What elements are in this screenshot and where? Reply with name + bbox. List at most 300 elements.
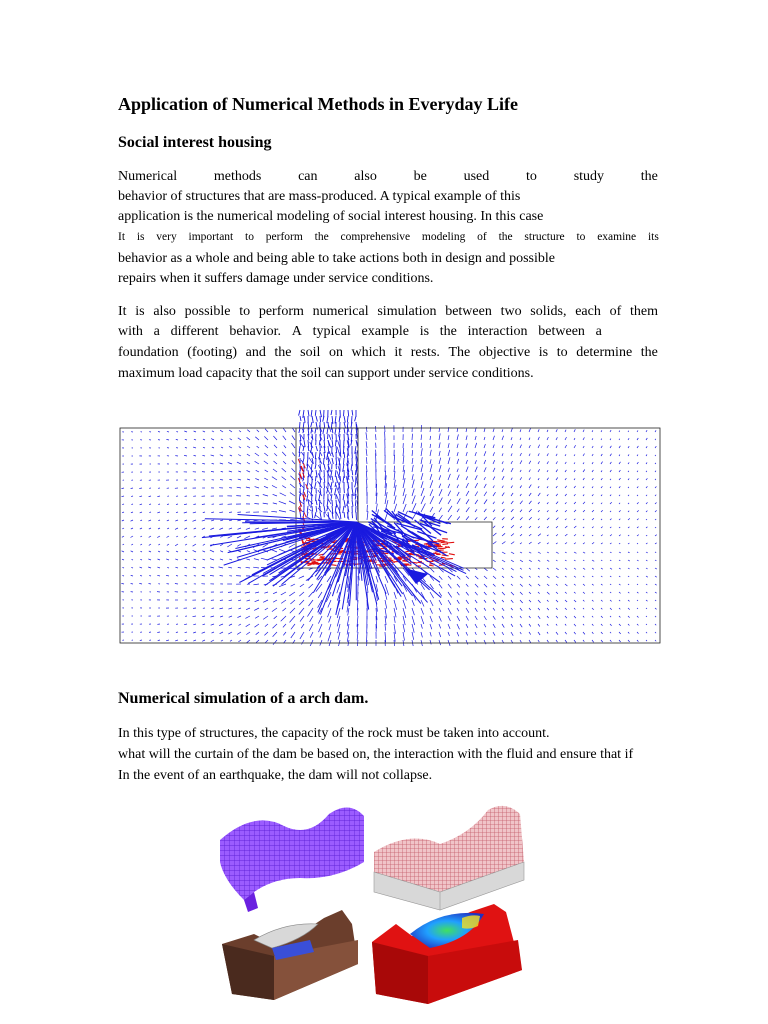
word: is xyxy=(136,231,145,243)
vector-arrow xyxy=(290,608,295,613)
vector-arrow xyxy=(280,493,286,496)
vector-arrow xyxy=(466,460,468,464)
vector-arrow xyxy=(493,542,496,545)
vector-arrow xyxy=(175,640,178,641)
vector-arrow xyxy=(646,568,648,569)
vector-arrow xyxy=(610,487,611,488)
vector-arrow xyxy=(394,616,395,623)
vector-arrow xyxy=(316,446,318,451)
vector-arrow xyxy=(529,534,531,536)
vector-arrow xyxy=(430,624,432,629)
vector-arrow xyxy=(439,608,441,612)
vector-arrow xyxy=(229,616,232,617)
vector-arrow xyxy=(221,447,223,448)
vector-arrow xyxy=(511,486,513,488)
vector-arrow xyxy=(637,519,639,520)
vector-arrow xyxy=(336,476,338,483)
vector-arrow xyxy=(574,632,576,634)
vector-arrow xyxy=(328,632,331,642)
vector-arrow xyxy=(538,429,539,432)
vector-arrow xyxy=(592,542,594,544)
vector-arrow xyxy=(601,535,603,536)
vector-arrow xyxy=(628,503,629,504)
vector-arrow xyxy=(637,640,638,642)
vector-arrow xyxy=(140,559,142,560)
vector-arrow xyxy=(466,467,468,472)
vector-arrow xyxy=(520,526,522,528)
word: numerical xyxy=(312,304,369,319)
vector-arrow xyxy=(484,460,486,464)
vector-arrow xyxy=(289,501,295,504)
vector-arrow xyxy=(574,534,576,536)
paragraph-line: repairs when it suffers damage under service conditions. xyxy=(118,271,434,286)
vector-arrow xyxy=(574,608,575,610)
vector-arrow xyxy=(184,431,187,432)
vector-arrow xyxy=(344,512,345,518)
vector-arrow xyxy=(538,493,540,496)
vector-arrow xyxy=(547,535,549,536)
vector-arrow xyxy=(421,465,423,472)
vector-arrow xyxy=(421,435,422,441)
vector-arrow xyxy=(547,584,549,586)
vector-arrow xyxy=(442,544,448,545)
vector-arrow xyxy=(628,568,630,569)
section-heading-housing: Social interest housing xyxy=(118,134,272,151)
vector-arrow xyxy=(176,432,178,433)
vector-arrow xyxy=(193,520,197,521)
vector-arrow xyxy=(227,544,232,547)
vector-arrow xyxy=(139,583,142,584)
vector-arrow xyxy=(466,516,469,520)
vector-arrow xyxy=(475,467,477,472)
vector-arrow xyxy=(637,438,638,440)
vector-arrow xyxy=(238,471,241,472)
vector-arrow xyxy=(131,488,133,489)
vector-arrow xyxy=(273,592,277,594)
vector-arrow xyxy=(610,576,611,577)
vector-arrow xyxy=(148,559,151,560)
vector-arrow xyxy=(547,624,548,626)
vector-arrow xyxy=(628,624,629,626)
vector-arrow xyxy=(493,452,495,456)
vector-arrow xyxy=(274,616,277,619)
vector-arrow xyxy=(457,452,458,456)
vector-arrow xyxy=(619,462,621,464)
vector-arrow xyxy=(439,640,441,645)
vector-arrow xyxy=(601,608,602,609)
vector-arrow xyxy=(220,520,223,521)
vector-arrow xyxy=(628,446,629,448)
vector-arrow xyxy=(247,551,250,552)
vector-arrow xyxy=(289,544,295,547)
vector-arrow xyxy=(547,453,548,456)
vector-arrow xyxy=(311,410,312,417)
vector-arrow xyxy=(279,501,286,504)
vector-arrow xyxy=(583,552,585,553)
vector-arrow xyxy=(284,445,286,448)
vector-arrow xyxy=(646,616,647,617)
vector-arrow xyxy=(637,487,638,489)
vector-arrow xyxy=(646,560,647,561)
vector-arrow xyxy=(255,453,259,456)
vector-arrow xyxy=(628,560,630,561)
vector-arrow xyxy=(529,592,531,594)
vector-arrow xyxy=(299,410,300,416)
vector-arrow xyxy=(264,486,268,488)
vector-arrow xyxy=(637,560,639,561)
vector-arrow xyxy=(511,444,513,448)
vector-arrow xyxy=(520,534,522,536)
vector-arrow xyxy=(158,559,161,560)
vector-arrow xyxy=(212,463,214,464)
vector-arrow xyxy=(628,592,629,593)
vector-arrow xyxy=(211,624,214,625)
vector-arrow xyxy=(628,576,629,577)
vector-arrow xyxy=(628,527,629,528)
vector-arrow xyxy=(466,436,467,441)
vector-arrow xyxy=(430,616,432,622)
vector-arrow xyxy=(210,550,214,552)
vector-arrow xyxy=(655,446,656,448)
vector-arrow xyxy=(283,461,286,464)
vector-arrow xyxy=(332,434,333,440)
vector-arrow xyxy=(348,482,349,489)
vector-arrow xyxy=(140,504,142,505)
vector-arrow xyxy=(185,640,187,641)
vector-arrow xyxy=(628,608,630,610)
vector-arrow xyxy=(263,503,268,504)
dam-mesh-pink-image xyxy=(370,800,530,916)
vector-arrow xyxy=(366,457,367,464)
vector-arrow xyxy=(355,470,356,475)
vector-arrow xyxy=(619,552,621,553)
word: It xyxy=(118,304,127,319)
paragraph-line xyxy=(118,231,659,243)
word: solids, xyxy=(530,304,567,319)
vector-arrow xyxy=(448,632,450,636)
vector-arrow xyxy=(331,494,332,501)
vector-arrow xyxy=(274,453,277,456)
vector-arrow xyxy=(466,499,469,504)
vector-arrow xyxy=(592,462,593,464)
vector-arrow xyxy=(520,477,522,480)
vector-arrow xyxy=(547,478,549,480)
vector-arrow xyxy=(264,436,268,440)
vector-arrow xyxy=(194,431,196,432)
vector-arrow xyxy=(292,453,295,457)
vector-arrow xyxy=(466,568,470,571)
vector-arrow xyxy=(320,632,322,638)
vector-arrow xyxy=(502,509,504,512)
vector-arrow xyxy=(281,592,286,595)
vector-arrow xyxy=(484,477,486,480)
vector-arrow xyxy=(628,471,629,472)
vector-arrow xyxy=(511,560,514,562)
vector-arrow xyxy=(149,504,151,505)
vector-arrow xyxy=(475,483,478,488)
vector-arrow xyxy=(520,445,522,448)
vector-arrow xyxy=(210,528,214,530)
vector-arrow xyxy=(122,567,124,568)
vector-arrow xyxy=(529,428,531,432)
vector-arrow xyxy=(502,608,504,611)
vector-arrow xyxy=(300,584,304,587)
vector-arrow xyxy=(448,484,450,488)
vector-arrow xyxy=(592,438,593,440)
vector-arrow xyxy=(619,632,621,634)
vector-arrow xyxy=(646,430,647,432)
vector-arrow xyxy=(430,489,433,496)
vector-arrow xyxy=(220,463,223,464)
vector-arrow xyxy=(547,560,549,561)
vector-arrow xyxy=(583,510,585,512)
vector-arrow xyxy=(466,507,469,512)
vector-arrow xyxy=(193,447,196,448)
vector-arrow xyxy=(237,616,241,618)
vector-arrow xyxy=(583,616,584,617)
vector-arrow xyxy=(511,592,514,595)
vector-arrow xyxy=(157,575,160,576)
vector-arrow xyxy=(601,576,602,577)
vector-arrow xyxy=(628,543,629,544)
vector-arrow xyxy=(309,465,313,472)
vector-arrow xyxy=(484,484,486,488)
vector-arrow xyxy=(403,504,406,512)
vector-arrow xyxy=(273,600,277,602)
vector-arrow xyxy=(565,454,566,456)
vector-arrow xyxy=(520,438,521,440)
vector-arrow xyxy=(229,624,232,626)
vector-arrow xyxy=(565,560,567,561)
word: between xyxy=(445,304,492,319)
vector-arrow xyxy=(303,428,304,433)
vector-arrow xyxy=(219,624,223,626)
vector-arrow xyxy=(255,616,259,618)
vector-arrow xyxy=(448,443,449,448)
word: (footing) xyxy=(187,345,238,360)
vector-arrow xyxy=(511,478,512,480)
vector-arrow xyxy=(610,640,611,642)
vector-arrow xyxy=(421,632,422,637)
vector-arrow xyxy=(394,592,396,599)
vector-arrow xyxy=(475,492,478,497)
vector-arrow xyxy=(239,447,241,448)
vector-arrow xyxy=(511,632,513,636)
word: which xyxy=(351,345,386,360)
word: soil xyxy=(300,345,321,360)
vector-arrow xyxy=(430,474,432,480)
vector-arrow xyxy=(246,487,250,488)
vector-arrow xyxy=(637,632,639,634)
vector-arrow xyxy=(316,500,317,505)
vector-arrow xyxy=(167,567,169,568)
vector-arrow xyxy=(194,536,196,537)
vector-arrow xyxy=(448,608,451,614)
vector-arrow xyxy=(140,512,142,513)
vector-arrow xyxy=(646,438,647,440)
vector-arrow xyxy=(375,426,376,432)
vector-arrow xyxy=(475,616,477,620)
vector-arrow xyxy=(538,616,540,619)
vector-arrow xyxy=(547,461,549,464)
vector-arrow xyxy=(344,452,345,458)
vector-arrow xyxy=(203,559,206,560)
vector-arrow xyxy=(637,478,638,480)
vector-arrow xyxy=(637,568,639,569)
vector-arrow xyxy=(502,632,504,635)
vector-arrow xyxy=(466,429,467,432)
vector-arrow xyxy=(421,488,424,496)
vector-arrow xyxy=(220,616,223,617)
vector-arrow xyxy=(502,453,503,456)
vector-arrow xyxy=(529,501,532,504)
vector-arrow xyxy=(220,536,223,537)
vector-arrow xyxy=(529,509,532,512)
vector-arrow xyxy=(520,543,522,544)
vector-arrow xyxy=(282,468,286,472)
vector-arrow xyxy=(538,600,541,603)
vector-arrow xyxy=(307,512,308,518)
vector-arrow xyxy=(574,462,575,464)
vector-arrow xyxy=(655,624,656,625)
vector-arrow xyxy=(565,640,567,643)
word: very xyxy=(156,231,177,243)
vector-arrow xyxy=(441,557,446,558)
vector-arrow xyxy=(583,478,584,480)
word: can xyxy=(298,169,318,184)
vector-arrow xyxy=(502,576,504,578)
vector-arrow xyxy=(430,640,431,644)
vector-arrow xyxy=(412,608,414,615)
vector-arrow xyxy=(176,536,178,537)
vector-arrow xyxy=(439,584,442,588)
vector-arrow xyxy=(637,600,638,601)
word: used xyxy=(463,169,490,184)
vector-arrow xyxy=(122,504,124,505)
vector-arrow xyxy=(439,428,440,432)
vector-arrow xyxy=(157,632,160,633)
vector-arrow xyxy=(448,499,451,504)
vector-arrow xyxy=(430,608,433,614)
vector-arrow xyxy=(247,479,250,480)
vector-arrow xyxy=(655,600,656,601)
vector-arrow xyxy=(356,512,357,520)
vector-arrow xyxy=(592,494,593,496)
vector-arrow xyxy=(312,506,313,511)
vector-arrow xyxy=(273,469,277,472)
word: modeling xyxy=(421,231,466,243)
vector-arrow xyxy=(238,455,241,457)
vector-arrow xyxy=(229,471,232,472)
vector-arrow xyxy=(574,640,576,642)
vector-arrow xyxy=(282,486,286,488)
vector-arrow xyxy=(493,592,495,595)
vector-arrow xyxy=(646,576,648,577)
vector-arrow xyxy=(184,624,187,625)
vector-arrow xyxy=(320,476,321,483)
vector-arrow xyxy=(176,576,178,577)
vector-arrow xyxy=(583,624,584,625)
section-heading-dam: Numerical simulation of a arch dam. xyxy=(118,690,369,707)
vector-arrow xyxy=(655,632,656,633)
vector-arrow xyxy=(335,506,336,513)
vector-arrow xyxy=(484,640,486,644)
vector-arrow xyxy=(547,486,548,488)
vector-arrow xyxy=(355,482,356,487)
vector-arrow xyxy=(565,519,567,520)
vector-arrow xyxy=(324,476,325,483)
vector-arrow xyxy=(610,454,612,456)
word: is xyxy=(419,324,430,339)
word: the xyxy=(498,231,513,243)
vector-arrow xyxy=(565,616,567,618)
vector-arrow xyxy=(131,584,133,585)
vector-arrow xyxy=(412,600,414,606)
vector-arrow xyxy=(220,559,223,560)
vector-arrow xyxy=(475,608,477,612)
vector-arrow xyxy=(619,560,620,561)
vector-arrow xyxy=(131,567,133,568)
vector-arrow xyxy=(291,443,295,448)
vector-arrow xyxy=(538,526,540,528)
vector-arrow xyxy=(352,500,353,506)
vector-arrow xyxy=(335,482,336,487)
vector-arrow xyxy=(403,494,406,504)
vector-arrow xyxy=(421,616,424,624)
vector-arrow xyxy=(316,416,317,422)
vector-arrow xyxy=(194,455,197,456)
vector-arrow xyxy=(332,440,333,447)
word: simulation xyxy=(377,304,437,319)
vector-arrow xyxy=(538,486,539,488)
vector-arrow xyxy=(565,584,567,586)
vector-arrow xyxy=(637,455,638,456)
word: to xyxy=(526,169,537,184)
vector-arrow xyxy=(520,429,521,432)
vector-arrow xyxy=(619,600,620,601)
vector-arrow xyxy=(592,478,593,480)
vector-arrow xyxy=(592,552,594,553)
vector-arrow xyxy=(352,512,353,518)
vector-arrow xyxy=(511,616,512,618)
vector-arrow xyxy=(457,616,460,621)
vector-arrow xyxy=(565,430,566,432)
vector-arrow xyxy=(327,500,328,507)
vector-arrow xyxy=(601,600,603,601)
vector-arrow xyxy=(655,527,656,528)
vector-arrow xyxy=(122,536,124,537)
vector-arrow xyxy=(619,576,620,577)
word: its xyxy=(647,231,659,243)
vector-arrow xyxy=(556,454,557,456)
vector-arrow xyxy=(619,640,621,642)
vector-arrow xyxy=(220,600,223,601)
vector-arrow xyxy=(140,576,142,577)
vector-arrow xyxy=(394,466,395,472)
vector-arrow xyxy=(601,624,603,626)
vector-arrow xyxy=(637,624,638,625)
vector-arrow xyxy=(637,462,638,464)
vector-arrow xyxy=(520,616,522,618)
vector-arrow xyxy=(556,429,557,432)
vector-arrow xyxy=(529,454,530,456)
vector-arrow xyxy=(493,517,495,520)
vector-arrow xyxy=(421,481,423,488)
vector-arrow xyxy=(310,632,313,638)
vector-arrow xyxy=(220,632,223,634)
word: on xyxy=(328,345,343,360)
vector-arrow xyxy=(583,632,585,634)
